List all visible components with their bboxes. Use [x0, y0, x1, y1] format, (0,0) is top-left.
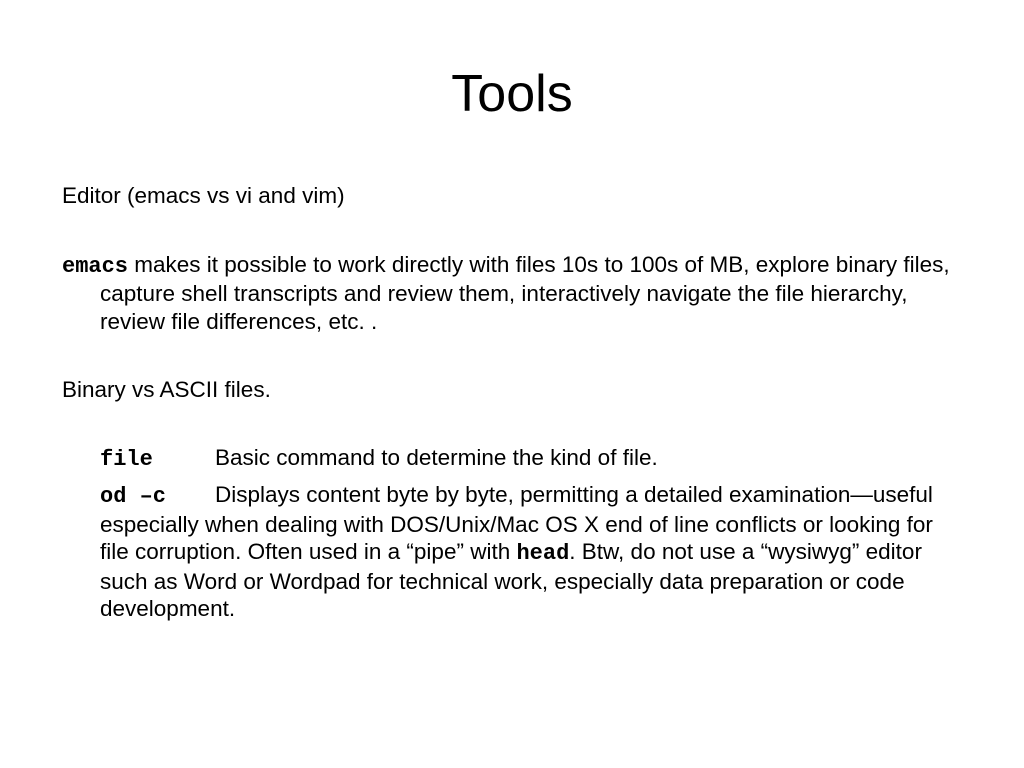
slide-body	[62, 182, 962, 623]
emacs-description: makes it possible to work directly with files 10s to 100s of MB, explore binary files, capture shell transcripts and review them, interactively navigate the file hierarchy, review file differences, etc. .	[100, 251, 950, 334]
slide-title: Tools	[451, 65, 573, 123]
file-command-item	[100, 444, 962, 474]
head-command: head	[516, 541, 570, 566]
file-command: file	[100, 446, 153, 472]
od-command: od –c	[100, 484, 167, 509]
editor-heading: Editor (emacs vs vi and vim)	[62, 183, 345, 208]
od-description-part2: . Btw, do not use a “wysiwyg” editor such as Word or Wordpad for technical work, especially data preparation or code development.	[100, 539, 922, 621]
od-command-item	[100, 481, 962, 623]
file-command-description: Basic command to determine the kind of file.	[215, 444, 658, 470]
emacs-command: emacs	[62, 253, 129, 279]
emacs-paragraph	[62, 251, 962, 336]
binary-heading: Binary vs ASCII files.	[62, 377, 271, 402]
od-description-part1: Displays content byte by byte, permitting a detailed examination—useful especially when dealing with DOS/Unix/Mac OS X end of line conflicts or looking for file corruption. Often used in a “pipe” with	[100, 482, 933, 564]
